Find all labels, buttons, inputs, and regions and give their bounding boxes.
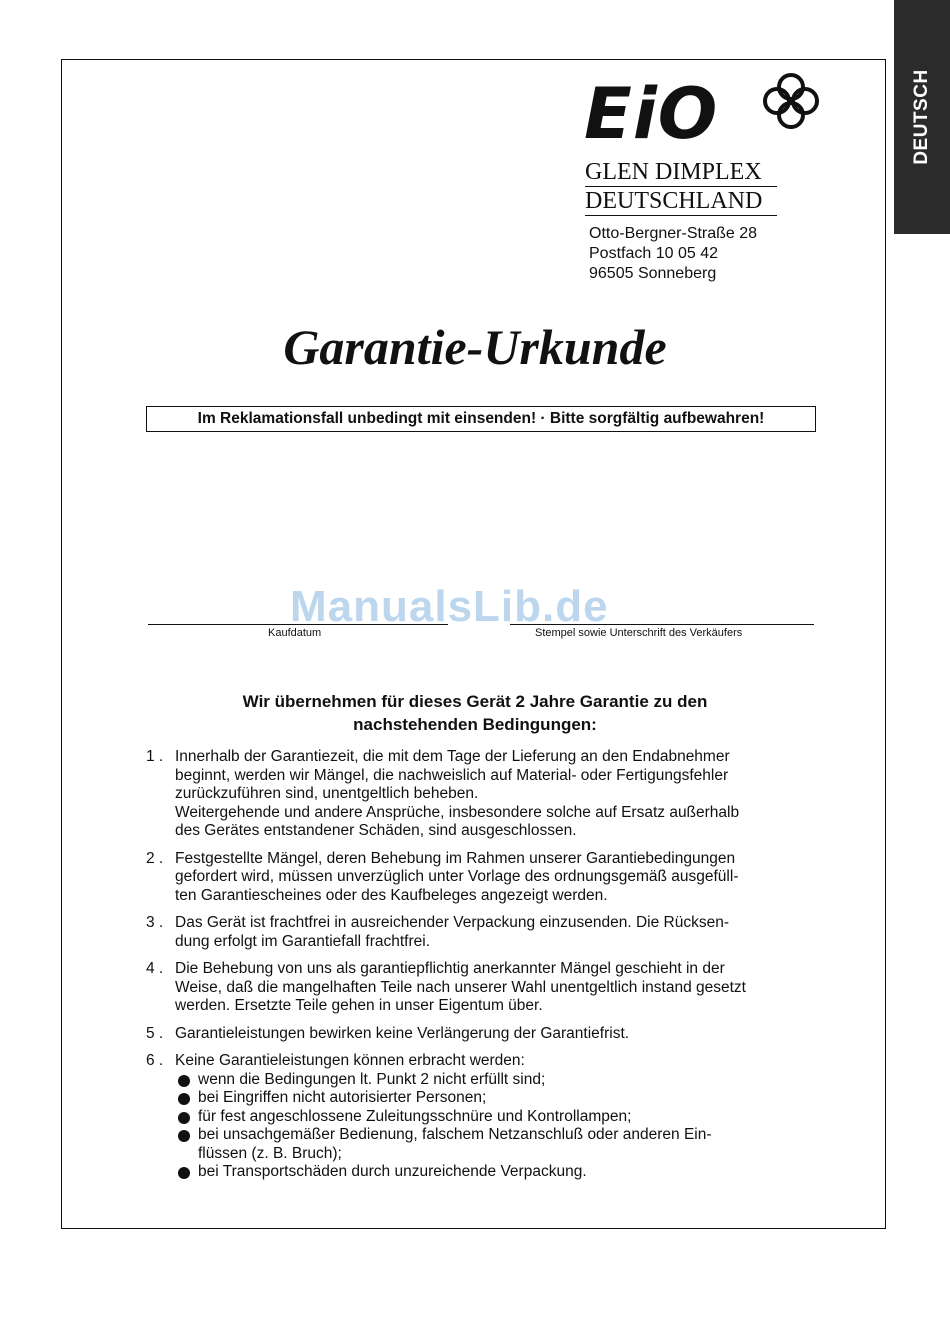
term-text-line: zurückzuführen sind, unentgeltlich beheben. bbox=[175, 785, 479, 802]
seller-signature-label: Stempel sowie Unterschrift des Verkäufers bbox=[535, 627, 743, 639]
term-text-line: des Gerätes entstandener Schäden, sind ausgeschlossen. bbox=[175, 822, 577, 839]
language-tab bbox=[894, 0, 950, 234]
term-text-line: ten Garantiescheines oder des Kaufbeleges angezeigt werden. bbox=[175, 886, 608, 904]
bullet-icon bbox=[178, 1130, 190, 1142]
company-logo bbox=[584, 70, 824, 160]
notice-box: Im Reklamationsfall unbedingt mit einsenden! · Bitte sorgfältig aufbewahren! bbox=[146, 406, 816, 432]
exclusion-text: bei unsachgemäßer Bedienung, falschem Netzanschluß oder anderen Ein- bbox=[198, 1126, 712, 1143]
term-item bbox=[146, 850, 818, 906]
watermark: ManualsLib.de bbox=[290, 582, 609, 631]
term-text-line: Das Gerät ist frachtfrei in ausreichender Verpackung einzusenden. Die Rücksen- bbox=[175, 914, 729, 931]
term-item bbox=[146, 914, 818, 951]
warranty-heading-line-1: Wir übernehmen für dieses Gerät 2 Jahre Garantie zu den bbox=[242, 692, 708, 711]
celtic-knot-icon bbox=[760, 70, 822, 132]
term-number: 2 . bbox=[146, 849, 164, 867]
term-number: 6 . bbox=[146, 1052, 164, 1069]
term-item bbox=[146, 748, 818, 841]
term-text-line: Die Behebung von uns als garantiepflichtig anerkannter Mängel geschieht in der bbox=[175, 960, 725, 977]
logo-wordmark: EiO bbox=[584, 73, 719, 155]
exclusion-item bbox=[175, 1071, 818, 1090]
company-address bbox=[589, 224, 757, 284]
bullet-icon bbox=[178, 1112, 190, 1124]
term-text-line: Weitergehende und andere Ansprüche, insbesondere solche auf Ersatz außerhalb bbox=[175, 803, 740, 821]
term-text-line: beginnt, werden wir Mängel, die nachweislich auf Material- oder Fertigungsfehler bbox=[175, 766, 729, 784]
bullet-icon bbox=[178, 1167, 190, 1179]
term-text-line: Weise, daß die mangelhaften Teile nach unserer Wahl unentgeltlich instand gesetzt bbox=[175, 978, 746, 996]
exclusion-item bbox=[175, 1163, 818, 1182]
exclusion-list bbox=[175, 1071, 818, 1182]
term-text-line: Garantieleistungen bewirken keine Verlängerung der Garantiefrist. bbox=[175, 1024, 630, 1042]
exclusion-text: wenn die Bedingungen lt. Punkt 2 nicht erfüllt sind; bbox=[198, 1070, 546, 1088]
language-tab-label: DEUTSCH bbox=[911, 69, 932, 165]
exclusion-text: flüssen (z. B. Bruch); bbox=[198, 1144, 342, 1162]
address-street: Otto-Bergner-Straße 28 bbox=[589, 225, 758, 242]
document-title: Garantie-Urkunde bbox=[283, 319, 667, 375]
seller-signature-line bbox=[510, 624, 814, 625]
term-number: 5 . bbox=[146, 1024, 164, 1042]
warranty-heading-line-2: nachstehenden Bedingungen: bbox=[353, 715, 597, 734]
term-item bbox=[146, 960, 818, 1016]
term-text-line: gefordert wird, müssen unverzüglich unter Vorlage des ordnungsgemäß ausgefüll- bbox=[175, 868, 739, 885]
exclusion-text: für fest angeschlossene Zuleitungsschnüre und Kontrollampen; bbox=[198, 1107, 632, 1125]
term-number: 4 . bbox=[146, 960, 164, 977]
term-text-line: werden. Ersetzte Teile gehen in unser Eigentum über. bbox=[175, 997, 543, 1014]
purchase-date-label: Kaufdatum bbox=[268, 627, 322, 639]
brand-name bbox=[585, 158, 777, 216]
exclusion-item bbox=[175, 1126, 818, 1145]
bullet-icon bbox=[178, 1093, 190, 1105]
brand-line-2: DEUTSCHLAND bbox=[585, 187, 777, 216]
term-text-line: dung erfolgt im Garantiefall frachtfrei. bbox=[175, 932, 431, 950]
term-text-line: Innerhalb der Garantiezeit, die mit dem Tage der Lieferung an den Endabnehmer bbox=[175, 748, 730, 765]
purchase-date-line bbox=[148, 624, 448, 625]
exclusion-item bbox=[175, 1145, 818, 1164]
exclusion-text: bei Eingriffen nicht autorisierter Personen; bbox=[198, 1089, 487, 1106]
term-number: 1 . bbox=[146, 748, 164, 765]
bullet-icon bbox=[178, 1075, 190, 1087]
term-item bbox=[146, 1025, 818, 1044]
warranty-heading bbox=[0, 690, 950, 736]
exclusion-item bbox=[175, 1089, 818, 1108]
exclusion-text: bei Transportschäden durch unzureichende Verpackung. bbox=[198, 1163, 587, 1180]
terms-list bbox=[146, 748, 818, 1191]
exclusion-item bbox=[175, 1108, 818, 1127]
term-text-line: Keine Garantieleistungen können erbracht werden: bbox=[175, 1052, 525, 1069]
address-postbox: Postfach 10 05 42 bbox=[589, 245, 718, 262]
term-item bbox=[146, 1052, 818, 1182]
brand-line-1: GLEN DIMPLEX bbox=[585, 158, 777, 187]
term-text-line: Festgestellte Mängel, deren Behebung im Rahmen unserer Garantiebedingungen bbox=[175, 849, 736, 867]
address-city: 96505 Sonneberg bbox=[589, 265, 717, 282]
term-number: 3 . bbox=[146, 914, 164, 931]
